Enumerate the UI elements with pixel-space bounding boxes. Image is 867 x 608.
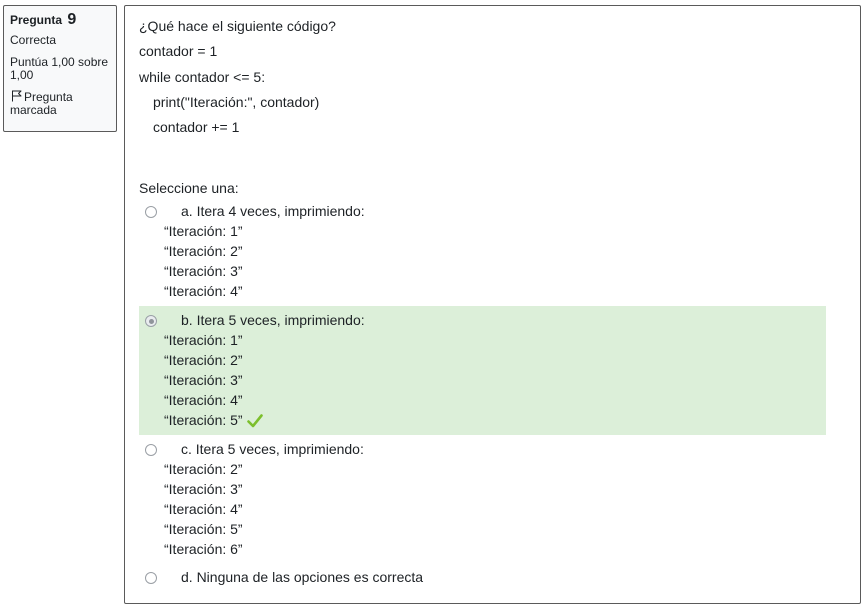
option-line: “Iteración: 2” — [164, 352, 243, 368]
option-line: “Iteración: 2” — [164, 461, 243, 477]
answer-prompt: Seleccione una: — [139, 180, 239, 196]
question-info-panel — [3, 5, 117, 132]
question-line: ¿Qué hace el siguiente código? — [139, 18, 336, 34]
question-number — [10, 13, 110, 27]
question-grade: Puntúa 1,00 sobre 1,00 — [10, 55, 109, 82]
option-line: “Iteración: 3” — [164, 481, 243, 497]
question-number-value: 9 — [67, 11, 77, 28]
flag-label: Pregunta marcada — [10, 90, 73, 117]
code-line: while contador <= 5: — [139, 68, 266, 85]
option-line: “Iteración: 3” — [164, 372, 243, 388]
option-label: c. Itera 5 veces, imprimiendo: — [181, 441, 364, 457]
option-line: “Iteración: 4” — [164, 283, 243, 299]
answer-option-c[interactable] — [139, 438, 826, 560]
radio-option-d[interactable] — [145, 572, 157, 584]
flag-icon — [11, 90, 22, 102]
code-line: contador = 1 — [139, 43, 218, 60]
radio-option-b[interactable] — [145, 315, 157, 327]
option-label: d. Ninguna de las opciones es correcta — [181, 569, 424, 585]
answer-option-b[interactable] — [139, 306, 826, 435]
option-line: “Iteración: 1” — [164, 223, 243, 239]
option-line-last — [164, 411, 263, 430]
option-line: “Iteración: 2” — [164, 243, 243, 259]
question-content — [124, 5, 861, 604]
option-label: b. Itera 5 veces, imprimiendo: — [181, 312, 365, 328]
option-label: a. Itera 4 veces, imprimiendo: — [181, 203, 365, 219]
question-state: Correcta — [10, 33, 57, 47]
question-number-label: Pregunta — [10, 13, 63, 27]
option-line: “Iteración: 3” — [164, 263, 243, 279]
answer-option-d[interactable] — [139, 566, 826, 590]
option-line: “Iteración: 5” — [164, 412, 243, 428]
code-line: print("Iteración:", contador) — [153, 93, 320, 110]
check-icon — [247, 414, 263, 428]
option-line: “Iteración: 1” — [164, 332, 243, 348]
option-line: “Iteración: 4” — [164, 392, 243, 408]
question-text — [139, 14, 336, 140]
flag-question-link[interactable] — [10, 90, 110, 117]
option-line: “Iteración: 6” — [164, 541, 243, 557]
radio-option-a[interactable] — [145, 206, 157, 218]
option-line: “Iteración: 4” — [164, 501, 243, 517]
option-line: “Iteración: 5” — [164, 521, 243, 537]
radio-option-c[interactable] — [145, 444, 157, 456]
answer-option-a[interactable] — [139, 198, 826, 299]
code-line: contador += 1 — [153, 119, 240, 136]
